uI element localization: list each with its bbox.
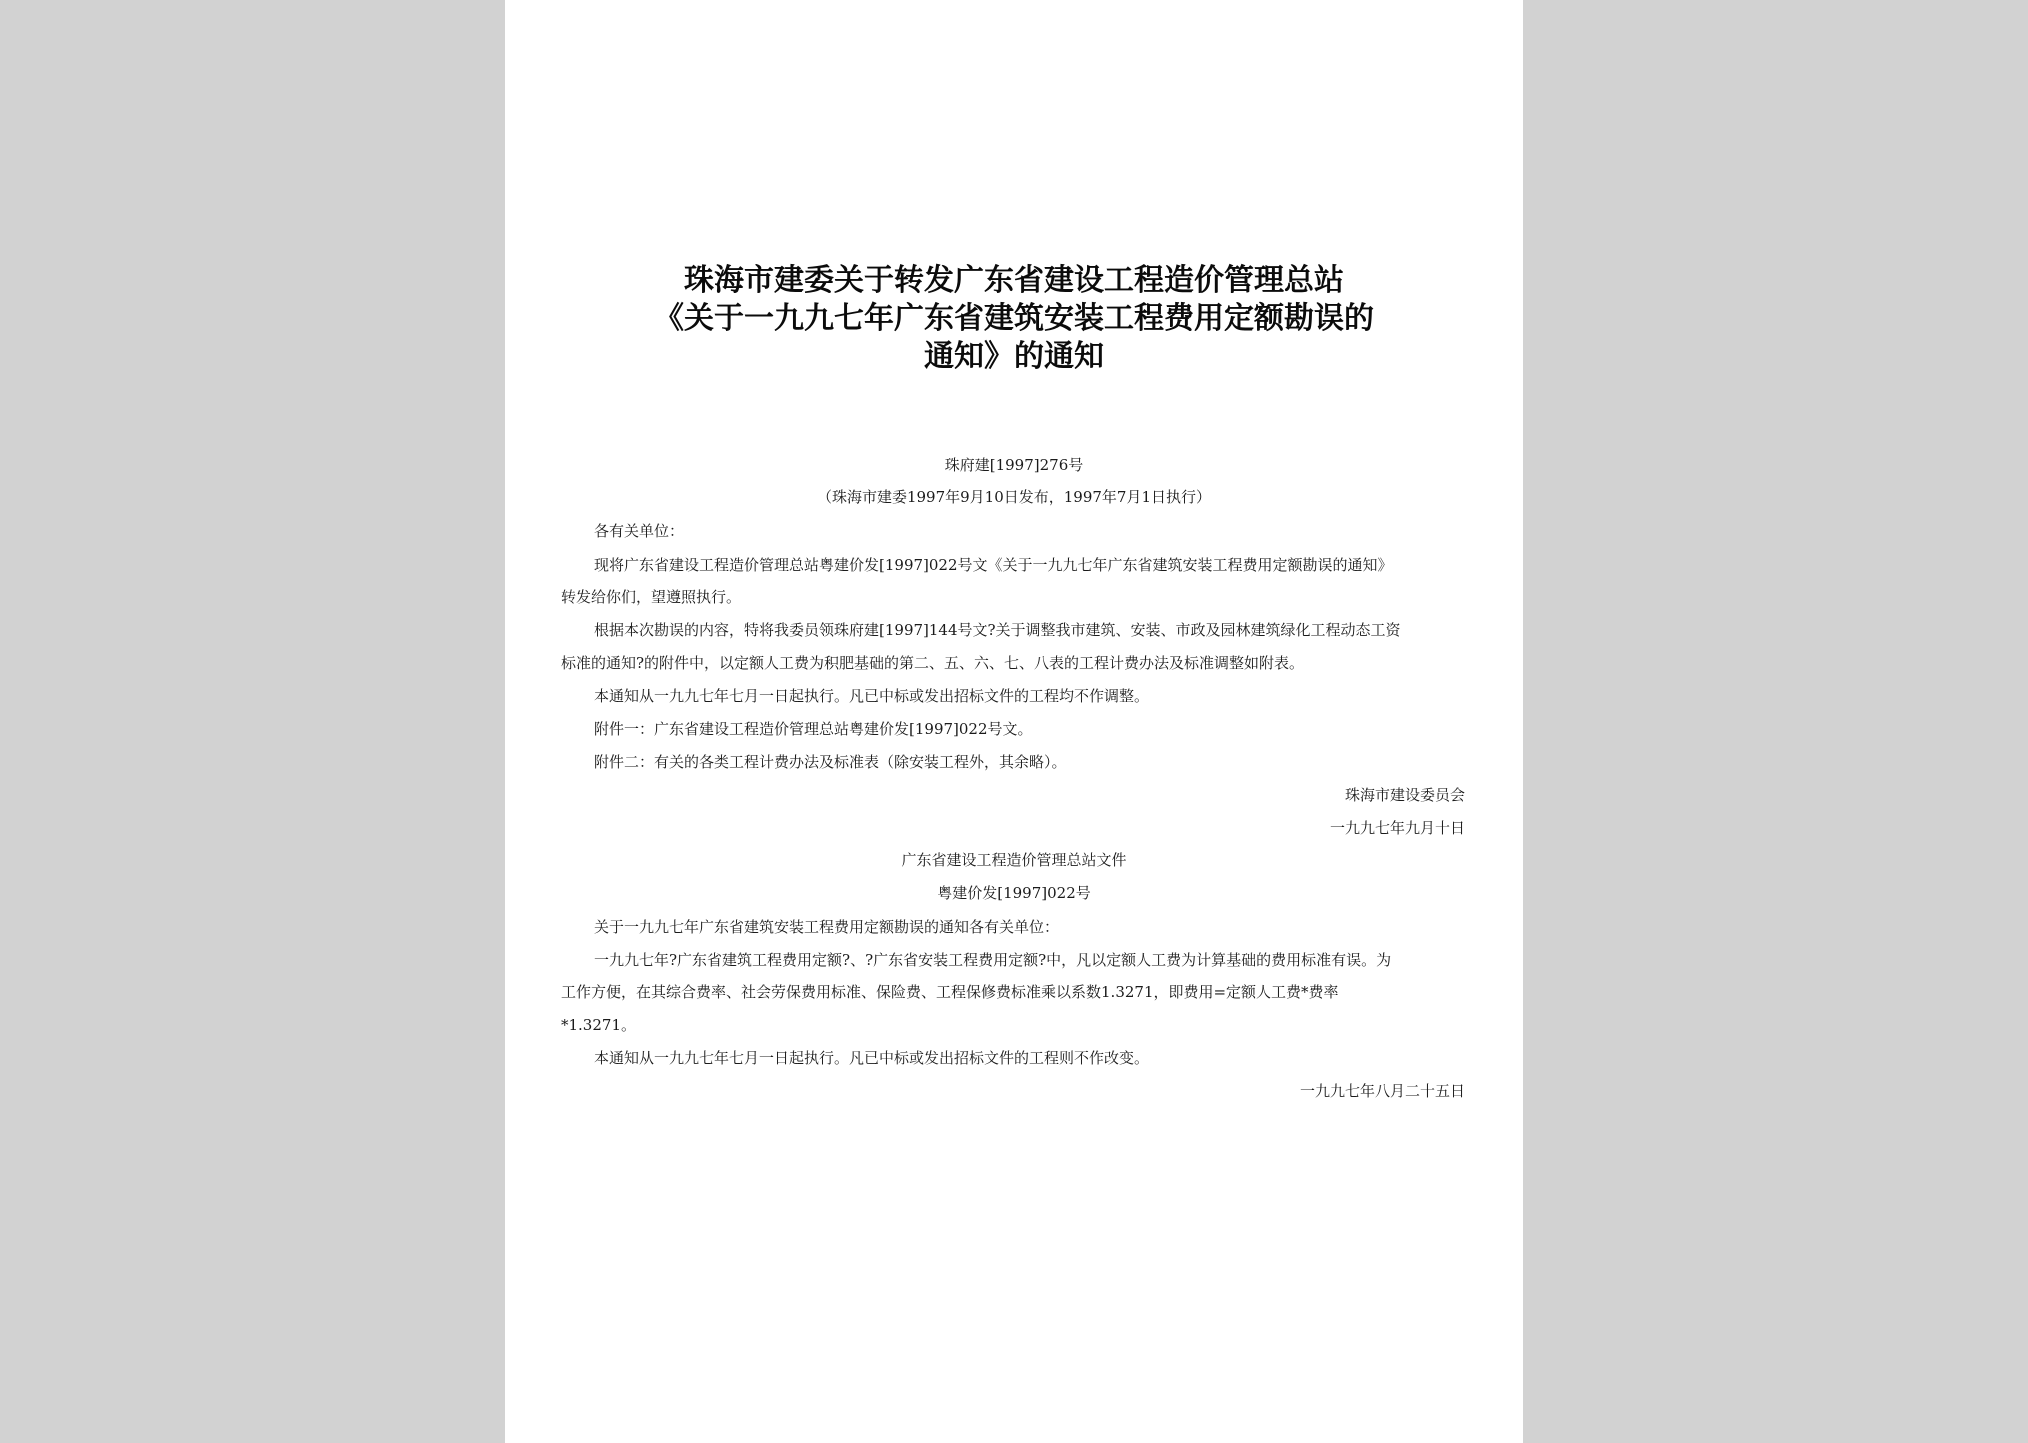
attachment-2: 附件二：有关的各类工程计费办法及标准表（除安装工程外，其余略）。 [594, 753, 1067, 771]
sub-paragraph-2: 本通知从一九九七年七月一日起执行。凡已中标或发出招标文件的工程则不作改变。 [594, 1049, 1150, 1067]
title-line-1: 珠海市建委关于转发广东省建设工程造价管理总站 [684, 263, 1344, 298]
sub-heading: 关于一九九七年广东省建筑安装工程费用定额勘误的通知各有关单位： [594, 918, 1060, 936]
document-page [505, 0, 1523, 1443]
document-title [505, 262, 1523, 376]
sub-date: 一九九七年八月二十五日 [1299, 1082, 1465, 1100]
sub-paragraph-1-line-2: 工作方便，在其综合费率、社会劳保费用标准、保险费、工程保修费标准乘以系数1.3271，即费用=定额人工费*费率 [561, 983, 1339, 1001]
paragraph-1-line-1: 现将广东省建设工程造价管理总站粤建价发[1997]022号文《关于一九九七年广东省建筑安装工程费用定额勘误的通知》 [594, 556, 1393, 574]
publish-info: （珠海市建委1997年9月10日发布，1997年7月1日执行） [816, 488, 1212, 506]
paragraph-2-line-1: 根据本次勘误的内容，特将我委员领珠府建[1997]144号文?关于调整我市建筑、安装、市政及园林建筑绿化工程动态工资 [594, 621, 1401, 639]
sub-paragraph-1-line-3: *1.3271。 [561, 1016, 636, 1034]
sub-document-title: 广东省建设工程造价管理总站文件 [901, 851, 1127, 869]
salutation: 各有关单位： [594, 522, 685, 540]
paragraph-2-line-2: 标准的通知?的附件中，以定额人工费为积肥基础的第二、五、六、七、八表的工程计费办法及标准调整如附表。 [561, 654, 1305, 672]
title-line-3: 通知》的通知 [924, 339, 1104, 374]
sub-document-number: 粤建价发[1997]022号 [937, 884, 1091, 902]
sub-paragraph-1-line-1: 一九九七年?广东省建筑工程费用定额?、?广东省安装工程费用定额?中，凡以定额人工费为计算基础的费用标准有误。为 [594, 951, 1392, 969]
paragraph-1-line-2: 转发给你们，望遵照执行。 [561, 588, 742, 606]
attachment-1: 附件一：广东省建设工程造价管理总站粤建价发[1997]022号文。 [594, 720, 1033, 738]
title-line-2: 《关于一九九七年广东省建筑安装工程费用定额勘误的 [654, 301, 1374, 336]
sign-date: 一九九七年九月十日 [1329, 819, 1465, 837]
signer: 珠海市建设委员会 [1344, 786, 1465, 804]
document-number: 珠府建[1997]276号 [944, 456, 1084, 474]
paragraph-3: 本通知从一九九七年七月一日起执行。凡已中标或发出招标文件的工程均不作调整。 [594, 687, 1150, 705]
